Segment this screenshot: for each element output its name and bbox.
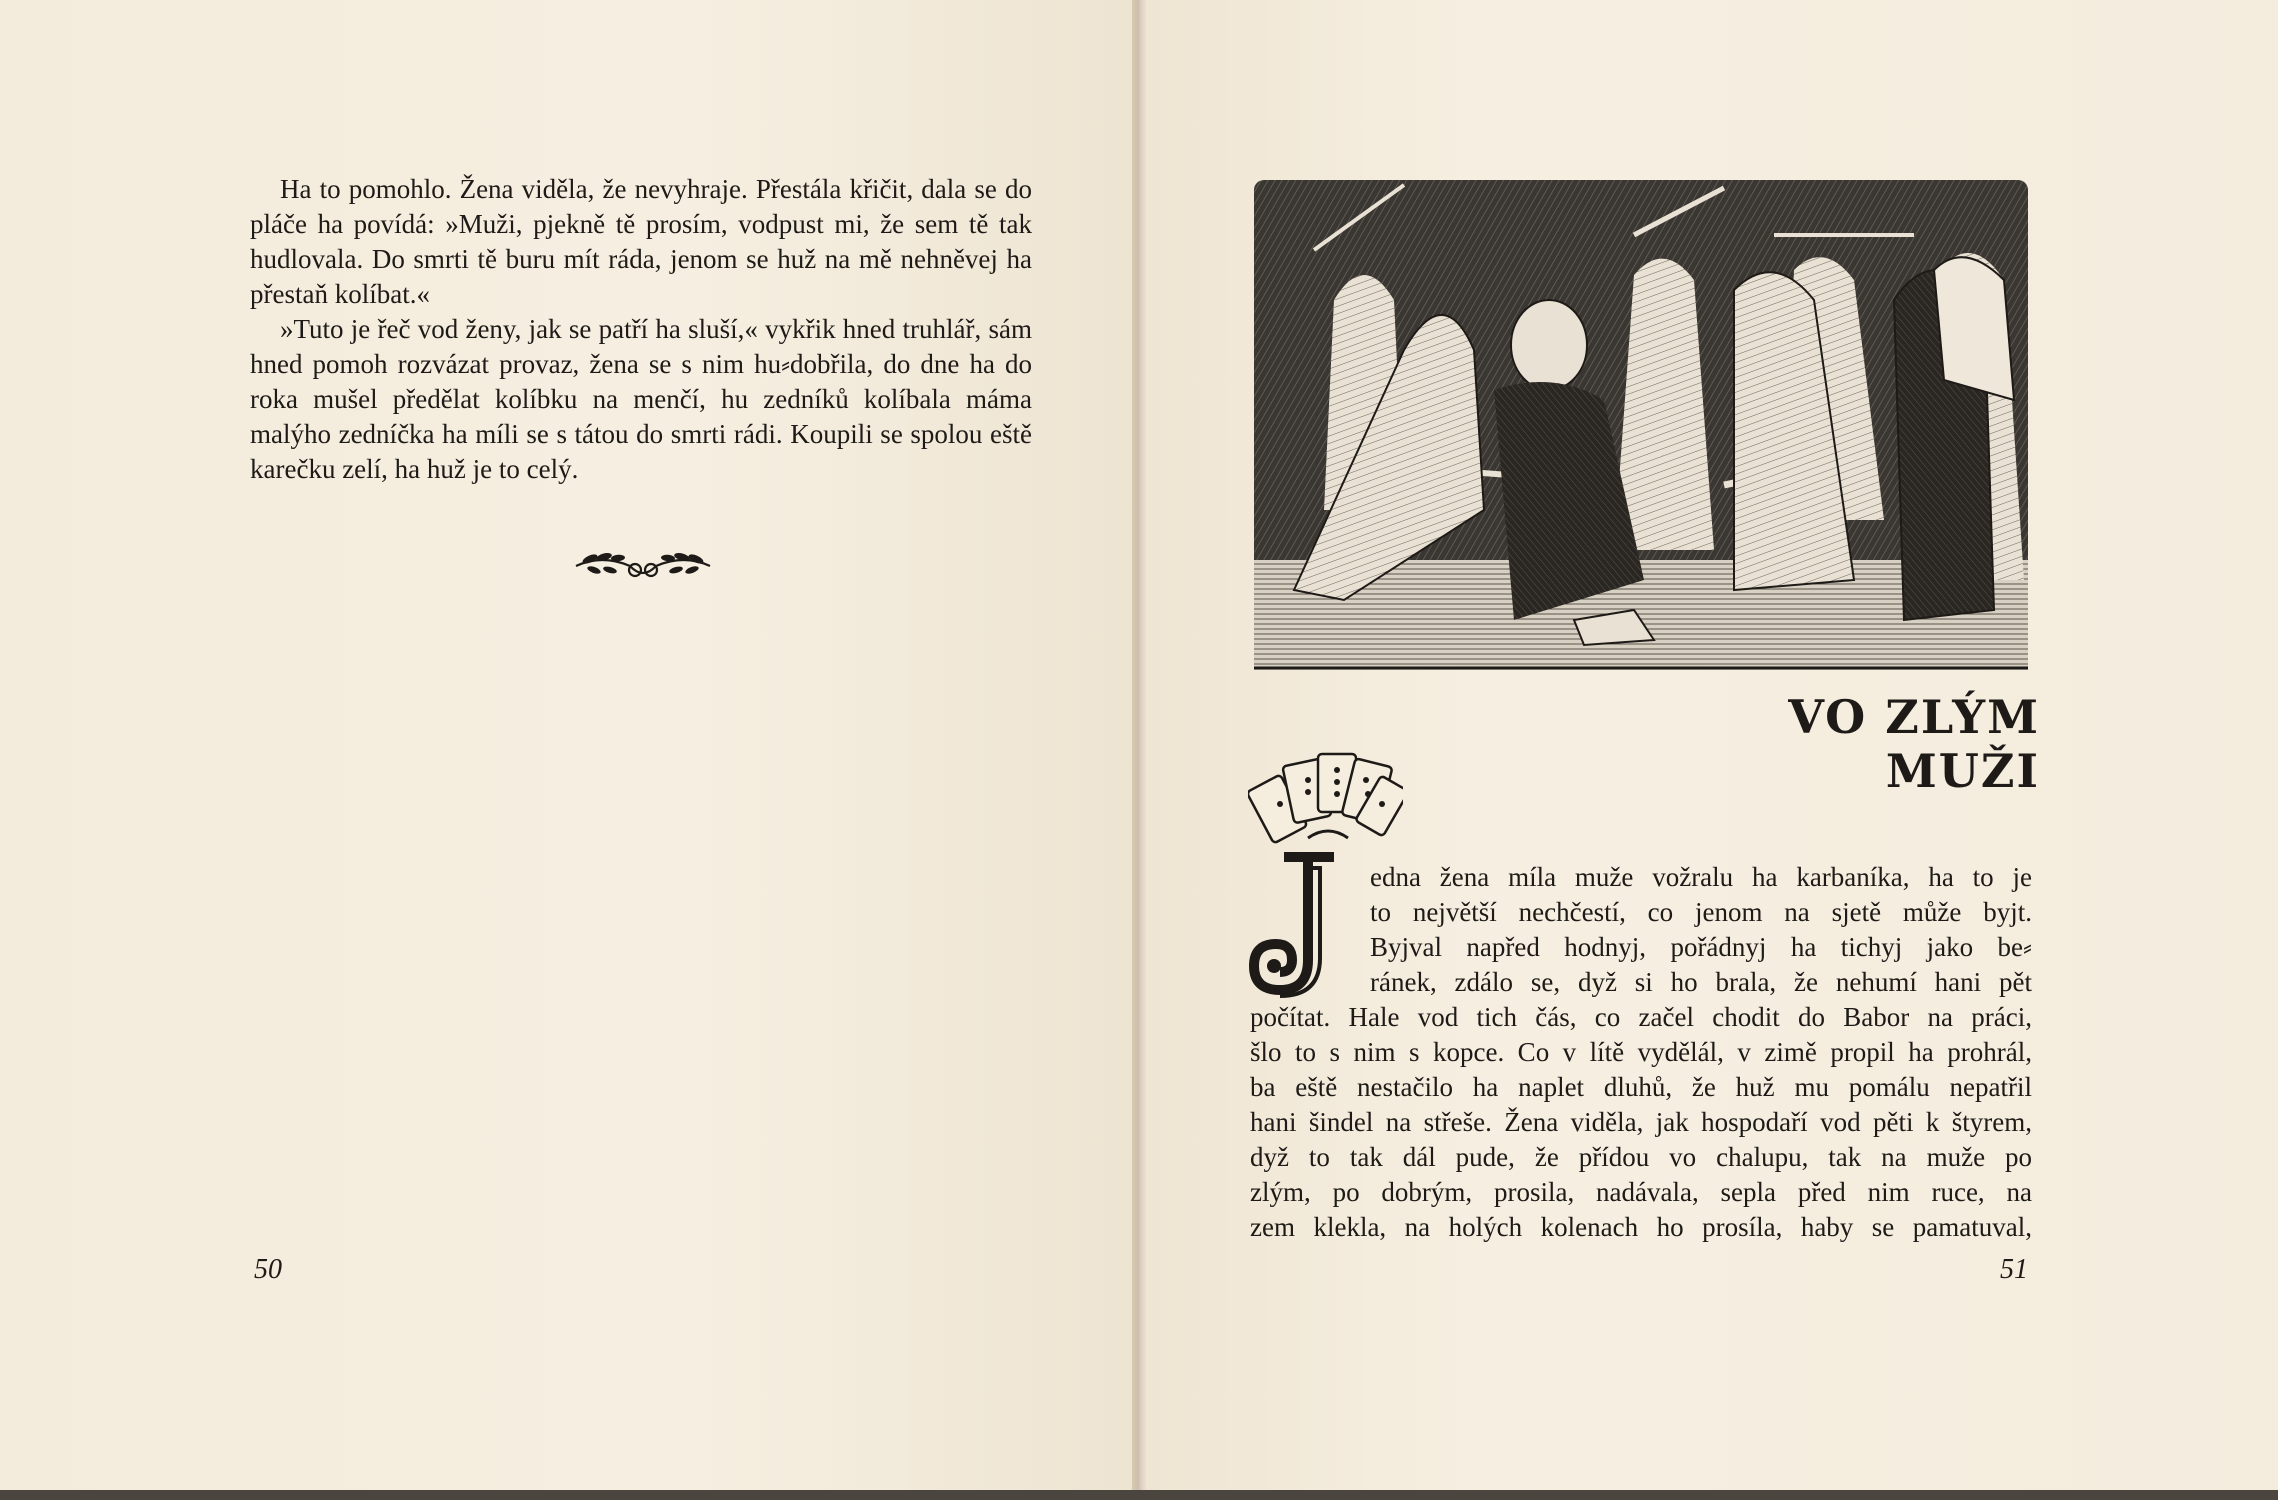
woodcut-illustration xyxy=(1254,180,2028,670)
paragraph: »Tuto je řeč vod ženy, jak se patří ha sluší,« vykřik hned truhlář, sám hned pomoh rozvázat provaz, žena se s nim hu⸗dobřila, do dne ha do roka mušel předělat kolíbku na menčí, hu zedníků kolíbala máma malýho zedníčka ha míli se s tátou do smrti rádi. Koupili se spolou eště karečku zelí, ha huž je to celý. xyxy=(250,314,1032,484)
chapter-title: VO ZLÝM MUŽI xyxy=(1788,690,2040,798)
paragraph: Ha to pomohlo. Žena viděla, že nevyhraje. Přestála křičit, dala se do pláče ha povídá: »Muži, pjekně tě prosím, vodpust mi, že sem tě tak hudlovala. Do smrti tě buru mít ráda, jenom se huž na mě nehněvej ha přestaň kolíbat.« xyxy=(250,174,1032,309)
text-line: hani šindel na střeše. Žena viděla, jak hospodaří vod pěti k štyrem, xyxy=(1250,1107,2032,1137)
scan-bottom-edge xyxy=(0,1490,2278,1500)
text-line: šlo to s nim s kopce. Co v lítě vydělál, v zimě propil ha prohrál, xyxy=(1250,1037,2032,1067)
text-line: dyž to tak dál pude, že přídou vo chalupu, tak na muže po xyxy=(1250,1142,2032,1172)
laurel-ornament-icon xyxy=(572,544,714,584)
left-page-text xyxy=(250,172,1032,487)
text-line: zlým, po dobrým, prosila, nadávala, sepla před nim ruce, na xyxy=(1250,1177,2032,1207)
page-number-left: 50 xyxy=(254,1254,282,1285)
text-line: Byjval napřed hodnyj, pořádnyj ha tichyj jako be⸗ xyxy=(1370,932,2032,962)
playing-cards-icon xyxy=(1248,740,1403,850)
text-line: zem klekla, na holých kolenach ho prosíla, haby se pamatuval, xyxy=(1250,1212,2032,1242)
text-line: edna žena míla muže vožralu ha karbaníka, ha to je xyxy=(1370,862,2032,892)
text-line: ba eště nestačilo ha naplet dluhů, že huž mu pomálu nepatřil xyxy=(1250,1072,2032,1102)
text-line: to největší nechčestí, co jenom na sjetě může byjt. xyxy=(1370,897,2032,927)
book-gutter xyxy=(1132,0,1146,1500)
page-number-right: 51 xyxy=(2000,1254,2028,1285)
text-line: počítat. Hale vod tich čás, co začel chodit do Babor na práci, xyxy=(1250,1002,2032,1032)
right-page-text xyxy=(1250,860,2032,1245)
text-line: ránek, zdálo se, dyž si ho brala, že nehumí hani pět xyxy=(1370,967,2032,997)
